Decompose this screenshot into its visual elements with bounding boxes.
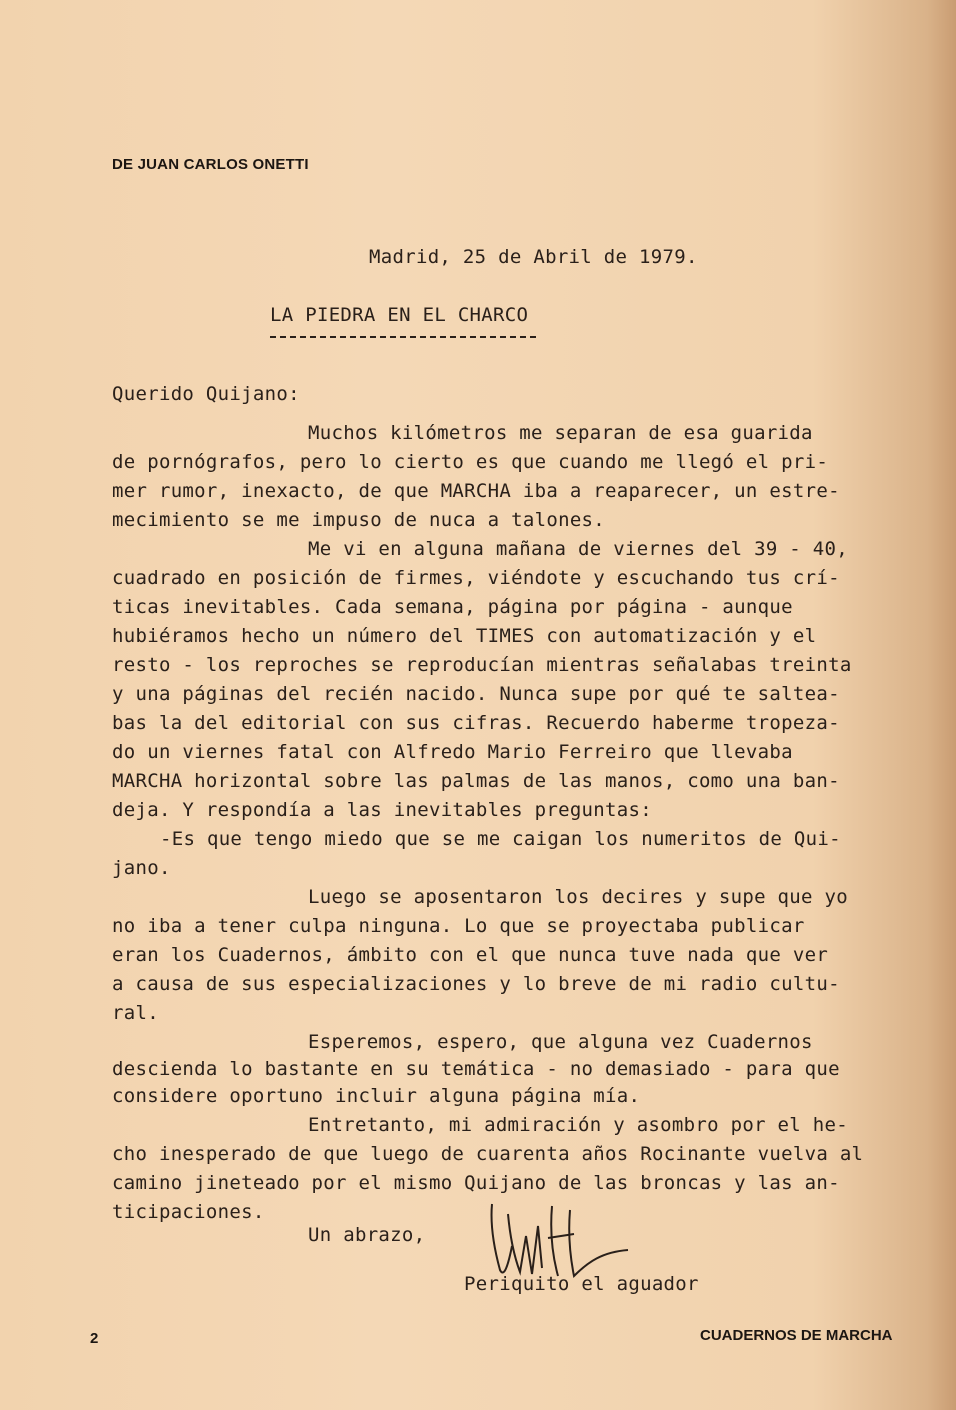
letter-line: ticas inevitables. Cada semana, página por página - aunque xyxy=(112,596,793,618)
letter-line: mer rumor, inexacto, de que MARCHA iba a reaparecer, un estre- xyxy=(112,480,840,502)
letter-line: resto - los reproches se reproducían mientras señalabas treinta xyxy=(112,654,852,676)
letter-line: ral. xyxy=(112,1002,159,1024)
letter-line: cho inesperado de que luego de cuarenta años Rocinante vuelva al xyxy=(112,1143,864,1165)
letter-line: Me vi en alguna mañana de viernes del 39 - 40, xyxy=(308,538,848,560)
letter-line: de pornógrafos, pero lo cierto es que cuando me llegó el pri- xyxy=(112,451,829,473)
salutation: Querido Quijano: xyxy=(112,383,300,405)
letter-line: do un viernes fatal con Alfredo Mario Ferreiro que llevaba xyxy=(112,741,793,763)
letter-line: a causa de sus especializaciones y lo breve de mi radio cultu- xyxy=(112,973,840,995)
letter-line: hubiéramos hecho un número del TIMES con automatización y el xyxy=(112,625,817,647)
letter-date: Madrid, 25 de Abril de 1979. xyxy=(369,246,698,268)
letter-line: deja. Y respondía a las inevitables preguntas: xyxy=(112,799,652,821)
letter-line: eran los Cuadernos, ámbito con el que nunca tuve nada que ver xyxy=(112,944,829,966)
letter-line: camino jineteado por el mismo Quijano de las broncas y las an- xyxy=(112,1172,840,1194)
page-number: 2 xyxy=(90,1330,99,1347)
letter-line: mecimiento se me impuso de nuca a talones. xyxy=(112,509,606,531)
signature-name: Periquito el aguador xyxy=(464,1273,699,1295)
letter-line: jano. xyxy=(112,857,171,879)
letter-line: Esperemos, espero, que alguna vez Cuadernos xyxy=(308,1031,813,1053)
letter-line: Luego se aposentaron los decires y supe que yo xyxy=(308,886,848,908)
letter-title: LA PIEDRA EN EL CHARCO xyxy=(270,304,529,326)
letter-line: y una páginas del recién nacido. Nunca supe por qué te saltea- xyxy=(112,683,840,705)
letter-line: bas la del editorial con sus cifras. Recuerdo haberme tropeza- xyxy=(112,712,840,734)
letter-line: Muchos kilómetros me separan de esa guarida xyxy=(308,422,813,444)
letter-line: -Es que tengo miedo que se me caigan los numeritos de Qui- xyxy=(160,828,841,850)
letter-line: no iba a tener culpa ninguna. Lo que se proyectaba publicar xyxy=(112,915,805,937)
title-underline xyxy=(270,336,536,338)
letter-line: Entretanto, mi admiración y asombro por el he- xyxy=(308,1114,848,1136)
letter-line: considere oportuno incluir alguna página mía. xyxy=(112,1085,641,1107)
letter-line: MARCHA horizontal sobre las palmas de las manos, como una ban- xyxy=(112,770,840,792)
closing: Un abrazo, xyxy=(308,1224,426,1246)
letter-line: cuadrado en posición de firmes, viéndote y escuchando tus crí- xyxy=(112,567,840,589)
letter-line: ticipaciones. xyxy=(112,1201,265,1223)
letter-line: descienda lo bastante en su temática - no demasiado - para que xyxy=(112,1058,840,1080)
publication-name: CUADERNOS DE MARCHA xyxy=(700,1327,893,1344)
author-header: DE JUAN CARLOS ONETTI xyxy=(112,156,309,173)
